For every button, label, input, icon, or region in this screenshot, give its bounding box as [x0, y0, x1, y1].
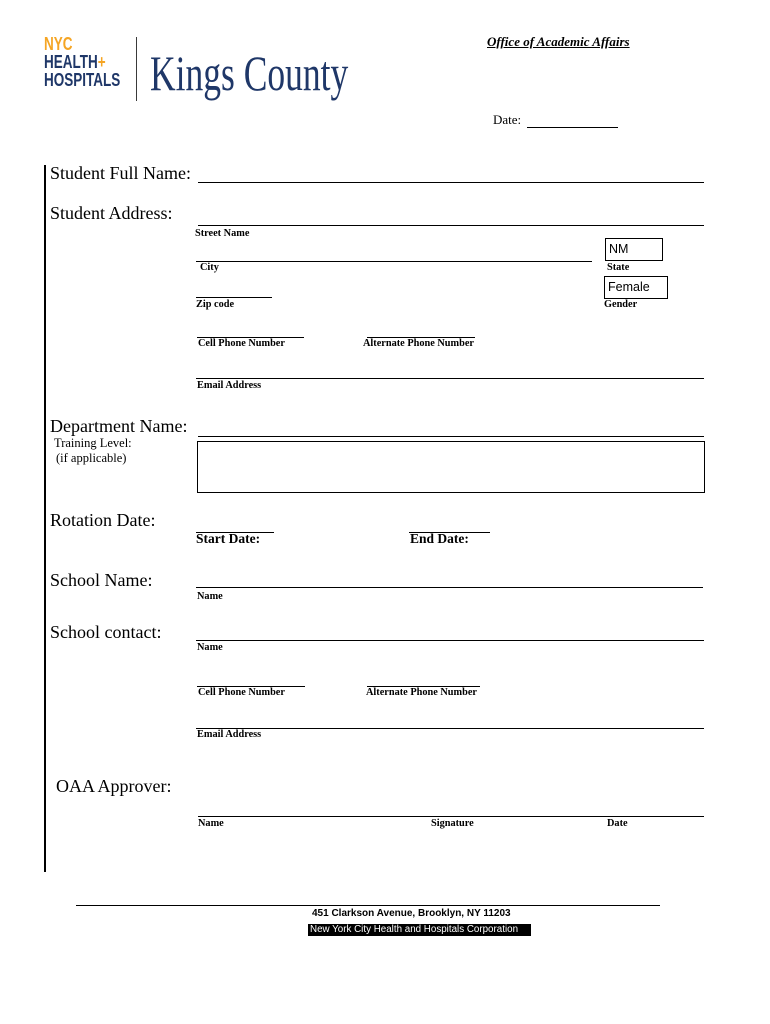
end-date-label: End Date:	[410, 531, 469, 546]
school-name-label: School Name:	[50, 570, 153, 590]
contact-email-label: Email Address	[197, 729, 262, 740]
start-date-label: Start Date:	[196, 531, 261, 546]
logo-health-word: HEALTH	[44, 52, 98, 72]
school-contact-name-label: Name	[197, 642, 223, 653]
footer-org-bar	[308, 924, 531, 936]
cell-phone-field[interactable]	[197, 323, 304, 338]
oaa-approver-label: OAA Approver:	[56, 776, 172, 796]
footer-organization: New York City Health and Hospitals Corporation	[310, 924, 519, 935]
city-label: City	[200, 262, 219, 273]
department-name-field[interactable]	[198, 422, 704, 437]
gender-field[interactable]: Female	[604, 276, 668, 299]
logo-health-text	[44, 53, 106, 71]
zip-code-label: Zip code	[196, 299, 235, 310]
contact-alternate-phone-label: Alternate Phone Number	[366, 687, 477, 698]
student-full-name-label: Student Full Name:	[50, 163, 191, 183]
training-level-label: Training Level:	[54, 436, 132, 450]
gender-label: Gender	[604, 299, 638, 310]
logo-divider	[136, 37, 137, 101]
email-label: Email Address	[197, 380, 262, 391]
city-field[interactable]	[196, 247, 592, 262]
school-name-field[interactable]	[196, 573, 703, 588]
left-margin-rule	[44, 165, 46, 872]
state-field[interactable]: NM	[605, 238, 663, 261]
oaa-approver-field[interactable]	[198, 802, 704, 817]
footer-address: 451 Clarkson Avenue, Brooklyn, NY 11203	[312, 908, 511, 919]
state-label: State	[607, 262, 630, 273]
contact-email-field[interactable]	[196, 714, 704, 729]
contact-cell-phone-field[interactable]	[197, 672, 305, 687]
student-full-name-field[interactable]	[198, 168, 704, 183]
street-name-field[interactable]	[198, 211, 704, 226]
approver-name-label: Name	[198, 818, 224, 829]
training-level-note: (if applicable)	[56, 451, 127, 465]
logo-hospitals-text: HOSPITALS	[44, 70, 121, 90]
school-contact-label: School contact:	[50, 622, 162, 642]
school-contact-name-field[interactable]	[196, 626, 704, 641]
alternate-phone-field[interactable]	[367, 323, 475, 338]
approver-signature-label: Signature	[431, 818, 474, 829]
contact-cell-phone-label: Cell Phone Number	[198, 687, 285, 698]
school-name-sublabel: Name	[197, 591, 223, 602]
email-field[interactable]	[196, 364, 704, 379]
date-label: Date:	[493, 112, 522, 127]
office-title: Office of Academic Affairs	[487, 34, 630, 49]
training-level-field[interactable]	[197, 441, 705, 493]
alternate-phone-label: Alternate Phone Number	[363, 338, 474, 349]
department-name-label: Department Name:	[50, 416, 188, 436]
facility-name: Kings County	[150, 45, 349, 101]
logo-nyc-text: NYC	[44, 34, 73, 54]
rotation-date-label: Rotation Date:	[50, 510, 156, 530]
logo-plus-icon: +	[97, 52, 106, 72]
footer-rule	[76, 905, 660, 906]
student-address-label: Student Address:	[50, 203, 173, 223]
date-field[interactable]	[527, 113, 618, 128]
zip-code-field[interactable]	[196, 283, 272, 298]
contact-alternate-phone-field[interactable]	[367, 672, 480, 687]
cell-phone-label: Cell Phone Number	[198, 338, 285, 349]
street-name-label: Street Name	[195, 228, 250, 239]
approver-date-label: Date	[607, 818, 628, 829]
